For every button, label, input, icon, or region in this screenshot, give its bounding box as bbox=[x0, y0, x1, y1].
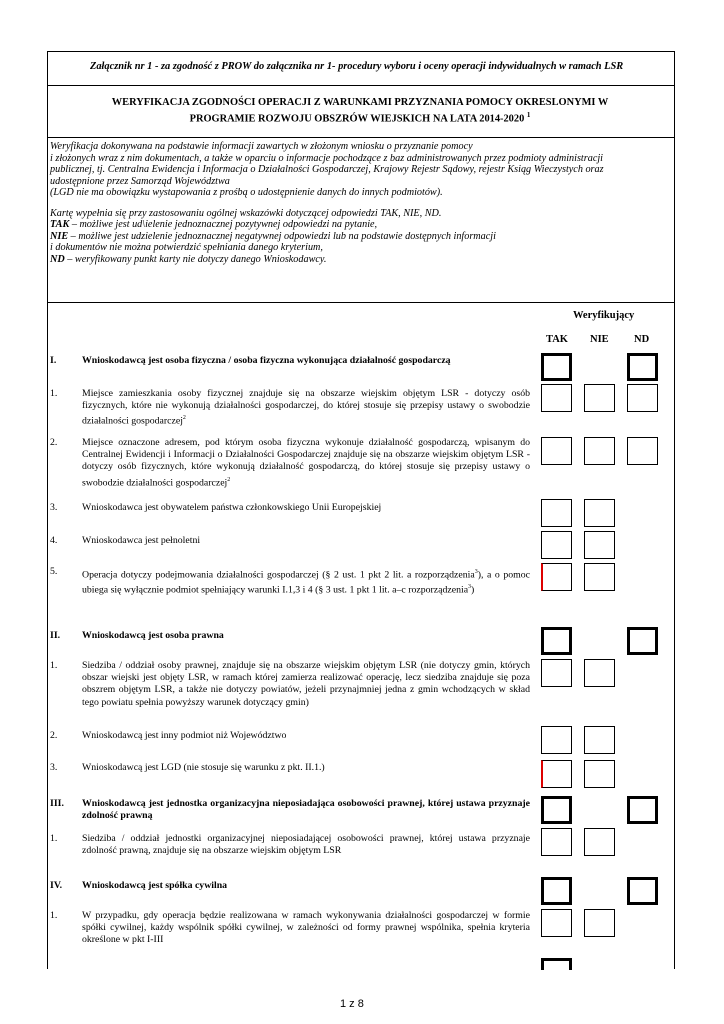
criterion-text: Miejsce oznaczone adresem, pod którym osoba fizyczna wykonuje działalność gospodarczą, wpisanym do Centralnej Ewidencji i Informacji o Działalności Gospodarczej znajduje się na obszarze wiejskim objętym LSR - dotyczy osób fizycznych, które wykonują działalność gospodarczą, do której stosuje się przepisy ustawy o swobodzie działalności gospodarczej$^2$ bbox=[82, 437, 530, 488]
i2-nd-checkbox[interactable] bbox=[627, 437, 658, 465]
ii1-tak-checkbox[interactable] bbox=[541, 659, 572, 687]
criterion-text: Siedziba / oddział osoby prawnej, znajduje się na obszarze wiejskim objętym LSR (nie dotyczy gmin, których obszar wiejski jest objęty LSR, w ramach której zamierza realizować operację, lecz siedziba znajduje się poza obszrem objętym LSR, a także nie dotyczy powiatów, jeżeli przynajmniej jedna z gmin wchodzących w skład tego powiatu spełnia powyższy warunek dotyczący gmin) bbox=[82, 660, 530, 708]
item-number: 2. bbox=[50, 437, 58, 448]
title-line-1: WERYFIKACJA ZGODNOŚCI OPERACJI Z WARUNKAMI PRZYZNANIA POMOCY OKRESLONYMI W bbox=[111, 97, 609, 108]
ii3-tak-checkbox[interactable] bbox=[541, 760, 572, 788]
intro-line: i dokumentów nie można potwierdzić spełniania danego kryterium, bbox=[50, 242, 323, 253]
intro-line: i złożonych wraz z nim dokumentach, a także w oparciu o informacje pochodzące z baz administrowanych przez podmioty administracji bbox=[50, 152, 604, 164]
section-title: Wnioskodawcą jest osoba fizyczna / osoba fizyczna wykonująca działalność gospodarczą bbox=[82, 355, 451, 366]
column-nd: ND bbox=[634, 334, 650, 345]
i1-tak-checkbox[interactable] bbox=[541, 384, 572, 412]
i4-tak-checkbox[interactable] bbox=[541, 531, 572, 559]
ii2-nie-checkbox[interactable] bbox=[584, 726, 615, 754]
iv1-nie-checkbox[interactable] bbox=[584, 909, 615, 937]
section-title: Wnioskodawcą jest osoba prawna bbox=[82, 630, 224, 641]
ii3-nie-checkbox[interactable] bbox=[584, 760, 615, 788]
criterion-text: Wnioskodawca jest pełnoletni bbox=[82, 535, 201, 546]
column-tak: TAK bbox=[546, 334, 568, 345]
section-number: II. bbox=[50, 630, 61, 641]
iii1-nie-checkbox[interactable] bbox=[584, 828, 615, 856]
item-number: 5. bbox=[50, 566, 58, 577]
section-title: Wnioskodawcą jest jednostka organizacyjna nieposiadająca osobowości prawnej, której ustawa przyznaje zdolność prawną bbox=[82, 798, 530, 822]
criterion-text: Wnioskodawcą jest LGD (nie stosuje się warunku z pkt. II.1.) bbox=[82, 762, 325, 773]
section-title: Wnioskodawcą jest spółka cywilna bbox=[82, 880, 228, 891]
section-iii-nd-checkbox[interactable] bbox=[627, 796, 658, 824]
section-i-tak-checkbox[interactable] bbox=[541, 353, 572, 381]
criterion-text: Siedziba / oddział jednostki organizacyjnej nieposiadającej osobowości prawnej, której ustawa przyznaje zdolność prawną, znajduje się na obszarze wiejskim objętym LSR bbox=[82, 833, 530, 857]
item-number: 3. bbox=[50, 762, 58, 773]
iii1-tak-checkbox[interactable] bbox=[541, 828, 572, 856]
criterion-text: Operacja dotyczy podejmowania działalności gospodarczej (§ 2 ust. 1 pkt 2 lit. a rozporządzenia$^3$), a o pomoc ubiega się wyłącznie podmiot spełniający warunki I.1,3 i 4 (§ 3 ust. 1 pkt 1 lit. a–c rozporządzenia$^3$) bbox=[82, 569, 530, 596]
i4-nie-checkbox[interactable] bbox=[584, 531, 615, 559]
intro-line: udostępnione przez Samorząd Województwa bbox=[50, 175, 230, 187]
criterion-text: Wnioskodawca jest obywatelem państwa członkowskiego Unii Europejskiej bbox=[82, 502, 382, 513]
item-number: 1. bbox=[50, 660, 58, 671]
i3-tak-checkbox[interactable] bbox=[541, 499, 572, 527]
intro-line: Kartę wypełnia się przy zastosowaniu ogólnej wskazówki dotyczącej odpowiedzi TAK, NIE, ND. bbox=[50, 207, 442, 219]
section-iv-tak-checkbox[interactable] bbox=[541, 877, 572, 905]
nie-definition: NIE – możliwe jest udzielenie jednoznacznej negatywnej odpowiedzi lub na podstawie dostępnych informacji bbox=[50, 230, 496, 242]
item-number: 2. bbox=[50, 730, 58, 741]
criterion-text: Wnioskodawcą jest inny podmiot niż Województwo bbox=[82, 730, 287, 741]
criterion-text: Miejsce zamieszkania osoby fizycznej znajduje się na obszarze wiejskim objętym LSR - dotyczy osób fizycznych, które nie wykonują działalności gospodarczej, do której stosuje się przepisy ustawy o swobodzie działalności gospodarczej$^2$ bbox=[82, 388, 530, 427]
ii1-nie-checkbox[interactable] bbox=[584, 659, 615, 687]
column-nie: NIE bbox=[590, 334, 609, 345]
ii2-tak-checkbox[interactable] bbox=[541, 726, 572, 754]
item-number: 1. bbox=[50, 388, 58, 399]
divider bbox=[47, 302, 675, 303]
item-number: 1. bbox=[50, 910, 58, 921]
section-ii-nd-checkbox[interactable] bbox=[627, 627, 658, 655]
instructions bbox=[50, 141, 672, 265]
verifier-heading: Weryfikujący bbox=[573, 310, 635, 321]
item-number: 4. bbox=[50, 535, 58, 546]
section-number: I. bbox=[50, 355, 57, 366]
divider bbox=[47, 137, 675, 138]
intro-line: Weryfikacja dokonywana na podstawie informacji zawartych w złożonym wniosku o przyznanie pomocy bbox=[50, 141, 473, 152]
section-iii-tak-checkbox[interactable] bbox=[541, 796, 572, 824]
divider bbox=[47, 85, 675, 86]
title-footnote: 1 bbox=[526, 111, 531, 119]
section-ii-tak-checkbox[interactable] bbox=[541, 627, 572, 655]
i1-nd-checkbox[interactable] bbox=[627, 384, 658, 412]
page-title bbox=[80, 96, 640, 125]
intro-line: (LGD nie ma obowiązku wystapowania z prośbą o udostępnienie danych do innych podmiotów). bbox=[50, 187, 443, 198]
section-number: IV. bbox=[50, 880, 63, 891]
item-number: 1. bbox=[50, 833, 58, 844]
i2-tak-checkbox[interactable] bbox=[541, 437, 572, 465]
section-number: III. bbox=[50, 798, 64, 809]
section-iv-nd-checkbox[interactable] bbox=[627, 877, 658, 905]
criterion-text: W przypadku, gdy operacja będzie realizowana w ramach wykonywania działalności gospodarczej w formie spółki cywilnej, każdy wspólnik spółki cywilnej, w zależności od formy prawnej wspólnika, spełnia kryteria określone w pkt I-III bbox=[82, 910, 530, 946]
iv1-tak-checkbox[interactable] bbox=[541, 909, 572, 937]
i1-nie-checkbox[interactable] bbox=[584, 384, 615, 412]
i2-nie-checkbox[interactable] bbox=[584, 437, 615, 465]
next-item-checkbox[interactable] bbox=[541, 958, 572, 970]
nd-definition: ND – weryfikowany punkt karty nie dotyczy danego Wnioskodawcy. bbox=[50, 253, 327, 265]
item-number: 3. bbox=[50, 502, 58, 513]
page-number: 1 z 8 bbox=[340, 998, 364, 1010]
i3-nie-checkbox[interactable] bbox=[584, 499, 615, 527]
title-line-2: PROGRAMIE ROZWOJU OBSZRÓW WIEJSKICH NA LATA 2014-2020 $^1$ bbox=[189, 111, 531, 125]
tak-definition: TAK – możliwe jest ud\ielenie jednoznacznej pozytywnej odpowiedzi na pytanie, bbox=[50, 219, 378, 230]
section-i-nd-checkbox[interactable] bbox=[627, 353, 658, 381]
i5-nie-checkbox[interactable] bbox=[584, 563, 615, 591]
i5-tak-checkbox[interactable] bbox=[541, 563, 572, 591]
intro-line: publicznej, tj. Centralna Ewidencja i Informacja o Działalności Gospodarczej, Krajowy Rejestr Sądowy, rejestr Ksiąg Wieczystych oraz bbox=[50, 164, 604, 175]
attachment-note: Załącznik nr 1 - za zgodność z PROW do załącznika nr 1- procedury wyboru i oceny operacji indywidualnych w ramach LSR bbox=[90, 61, 624, 72]
